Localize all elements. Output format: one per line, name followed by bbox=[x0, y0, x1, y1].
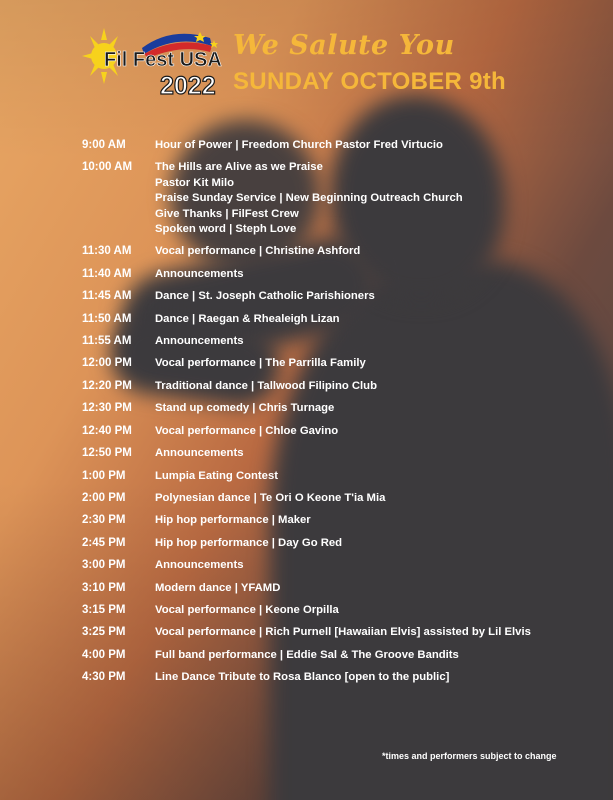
schedule-time: 2:00 PM bbox=[82, 491, 126, 504]
schedule-events bbox=[155, 648, 582, 663]
schedule-events bbox=[155, 670, 582, 685]
schedule-event: Vocal performance | Rich Purnell [Hawaiian Elvis] assisted by Lil Elvis bbox=[155, 626, 531, 639]
schedule-events bbox=[155, 491, 582, 506]
schedule-event: Announcements bbox=[155, 267, 244, 280]
schedule-events bbox=[155, 558, 582, 573]
schedule-event: Hip hop performance | Day Go Red bbox=[155, 536, 343, 549]
schedule-event: Pastor Kit Milo bbox=[155, 176, 235, 189]
schedule-time: 2:30 PM bbox=[82, 514, 126, 527]
schedule-event: Announcements bbox=[155, 559, 244, 572]
schedule-time: 3:15 PM bbox=[82, 603, 126, 616]
schedule-events bbox=[155, 379, 582, 394]
schedule-event: Give Thanks | FilFest Crew bbox=[155, 207, 299, 220]
schedule-events bbox=[155, 625, 582, 640]
schedule-event: Vocal performance | Christine Ashford bbox=[155, 245, 361, 258]
schedule-event: The Hills are Alive as we Praise bbox=[155, 161, 323, 174]
schedule-events bbox=[155, 446, 582, 461]
schedule-events bbox=[155, 424, 582, 439]
schedule-event: Hip hop performance | Maker bbox=[155, 514, 311, 527]
schedule-event: Full band performance | Eddie Sal & The Groove Bandits bbox=[155, 648, 459, 661]
schedule-row bbox=[82, 670, 582, 685]
schedule-list bbox=[82, 138, 582, 693]
schedule-time: 11:30 AM bbox=[82, 245, 132, 258]
schedule-event: Dance | Raegan & Rhealeigh Lizan bbox=[155, 312, 340, 325]
schedule-row bbox=[82, 446, 582, 461]
schedule-events bbox=[155, 267, 582, 282]
schedule-time: 9:00 AM bbox=[82, 139, 126, 151]
schedule-row bbox=[82, 648, 582, 663]
logo-year: 2022 bbox=[160, 72, 216, 98]
schedule-time: 3:25 PM bbox=[82, 626, 126, 639]
schedule-event: Stand up comedy | Chris Turnage bbox=[155, 402, 335, 415]
schedule-time: 3:10 PM bbox=[82, 581, 126, 594]
schedule-time: 11:40 AM bbox=[82, 267, 132, 280]
schedule-row bbox=[82, 581, 582, 596]
schedule-row bbox=[82, 401, 582, 416]
schedule-time: 12:30 PM bbox=[82, 402, 132, 415]
schedule-event: Vocal performance | The Parrilla Family bbox=[155, 357, 366, 370]
schedule-row bbox=[82, 334, 582, 349]
schedule-event: Lumpia Eating Contest bbox=[155, 469, 279, 482]
logo-text: Fil Fest USA bbox=[104, 49, 222, 71]
schedule-events bbox=[155, 603, 582, 618]
schedule-event: Praise Sunday Service | New Beginning Outreach Church bbox=[155, 192, 463, 205]
headline-date: SUNDAY OCTOBER 9th bbox=[233, 68, 507, 95]
schedule-row bbox=[82, 424, 582, 439]
schedule-event: Vocal performance | Keone Orpilla bbox=[155, 603, 339, 616]
schedule-event: Spoken word | Steph Love bbox=[155, 223, 297, 236]
schedule-event: Traditional dance | Tallwood Filipino Club bbox=[155, 379, 377, 392]
schedule-row bbox=[82, 267, 582, 282]
schedule-time: 10:00 AM bbox=[82, 161, 133, 174]
schedule-event: Hour of Power | Freedom Church Pastor Fred Virtucio bbox=[155, 139, 443, 151]
schedule-events bbox=[155, 513, 582, 528]
schedule-event: Modern dance | YFAMD bbox=[155, 581, 281, 594]
schedule-time: 2:45 PM bbox=[82, 536, 126, 549]
schedule-row bbox=[82, 312, 582, 327]
schedule-event: Announcements bbox=[155, 447, 244, 460]
schedule-row bbox=[82, 536, 582, 551]
schedule-time: 12:50 PM bbox=[82, 447, 132, 460]
schedule-time: 11:45 AM bbox=[82, 290, 132, 303]
schedule-time: 1:00 PM bbox=[82, 469, 126, 482]
headline-salute: We Salute You bbox=[233, 30, 455, 61]
schedule-event: Vocal performance | Chloe Gavino bbox=[155, 424, 339, 437]
schedule-events bbox=[155, 244, 582, 259]
schedule-row bbox=[82, 379, 582, 394]
schedule-time: 12:40 PM bbox=[82, 424, 132, 437]
schedule-events bbox=[155, 356, 582, 371]
schedule-row bbox=[82, 558, 582, 573]
schedule-row bbox=[82, 469, 582, 484]
schedule-row bbox=[82, 138, 582, 153]
schedule-time: 3:00 PM bbox=[82, 559, 126, 572]
schedule-row bbox=[82, 289, 582, 304]
schedule-events bbox=[155, 312, 582, 327]
schedule-events bbox=[155, 160, 582, 237]
schedule-row bbox=[82, 244, 582, 259]
schedule-events bbox=[155, 469, 582, 484]
schedule-row bbox=[82, 491, 582, 506]
schedule-time: 11:50 AM bbox=[82, 312, 132, 325]
schedule-row bbox=[82, 356, 582, 371]
schedule-event: Announcements bbox=[155, 335, 244, 348]
schedule-event: Dance | St. Joseph Catholic Parishioners bbox=[155, 290, 375, 303]
schedule-time: 12:00 PM bbox=[82, 357, 132, 370]
schedule-time: 4:00 PM bbox=[82, 648, 126, 661]
schedule-row bbox=[82, 160, 582, 237]
schedule-time: 4:30 PM bbox=[82, 671, 126, 684]
schedule-time: 11:55 AM bbox=[82, 335, 132, 348]
footnote: *times and performers subject to change bbox=[382, 751, 557, 761]
schedule-time: 12:20 PM bbox=[82, 379, 132, 392]
schedule-row bbox=[82, 603, 582, 618]
schedule-event: Line Dance Tribute to Rosa Blanco [open to the public] bbox=[155, 671, 450, 684]
schedule-row bbox=[82, 513, 582, 528]
schedule-event: Polynesian dance | Te Ori O Keone T'ia Mia bbox=[155, 491, 386, 504]
schedule-row bbox=[82, 625, 582, 640]
schedule-events bbox=[155, 401, 582, 416]
schedule-events bbox=[155, 138, 582, 153]
filfest-logo bbox=[82, 26, 230, 98]
schedule-events bbox=[155, 289, 582, 304]
schedule-events bbox=[155, 334, 582, 349]
schedule-events bbox=[155, 581, 582, 596]
schedule-events bbox=[155, 536, 582, 551]
